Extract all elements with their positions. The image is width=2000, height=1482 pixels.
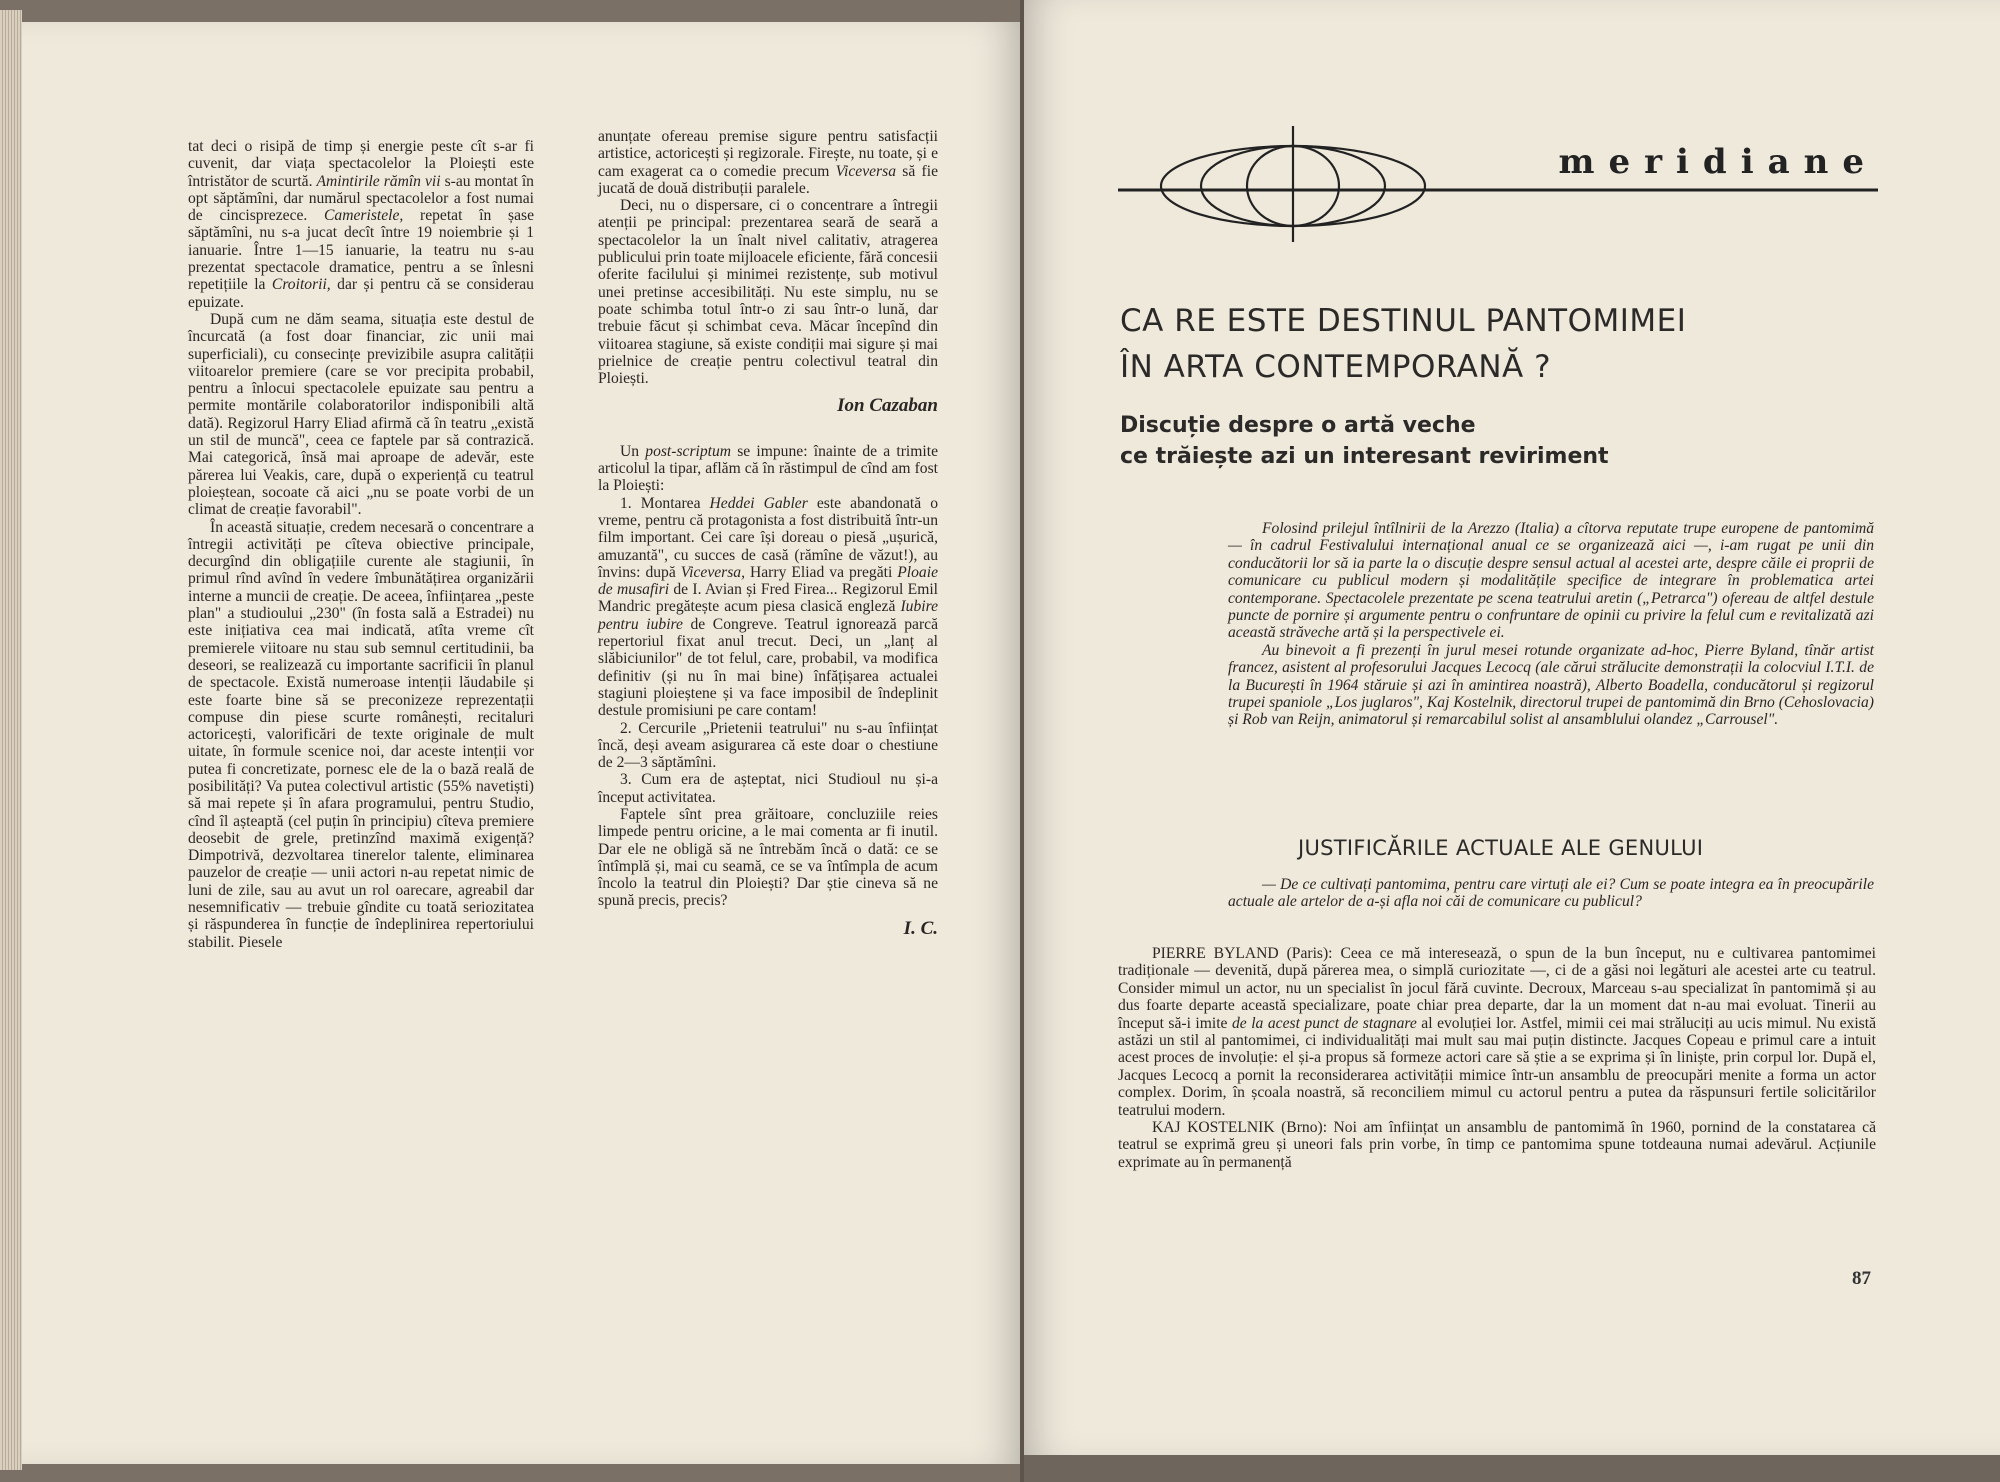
title-line: CA RE ESTE DESTINUL PANTOMIMEI — [1120, 303, 1687, 339]
paragraph — [1118, 945, 1876, 1119]
paragraph: În această situație, credem necesară o concentrare a întregii activități pe cîteva obiective principale, decurgînd din obligațiile curente ale stagiunii, în primul rînd avînd în vedere îmbunătățirea organizării interne a muncii de creație. De aceea, înființarea „peste plan" a studioului „230" (în fosta sală a Estradei) nu este inițiativa cea mai indicată, atîta vreme cît premierele viitoare nu stau sub semnul certitudinii, ba deseori, se realizează cu importante sacrificii în planul de spectacole. Există numeroase intenții lăudabile și este foarte bine să se preconizeze reprezentații compuse din piese scurte românești, recitaluri actoricești, valorificări de texte originale de mult uitate, în formule scenice noi, dar aceste intenții vor putea fi concretizate, pornesc ele de la o bază reală de posibilități? Va putea colectivul artistic (55% navetiști) să mai repete și în afara programului, pentru Studio, cînd îl așteaptă (cel puțin în principiu) cîteva premiere deosebit de grele, pretinzînd maximă exigență? Dimpotrivă, dezvoltarea tinerelor talente, eliminarea pauzelor de creație — unii actori n-au repetat nimic de luni de zile, sau au avut un rol oarecare, agreabil dar nesemnificativ — trebuie gîndite cu toată seriozitatea și răspunderea în funcție de îndeplinirea repertoriului stabilit. Piesele — [188, 518, 534, 951]
book-cover-strip — [1022, 1455, 2000, 1482]
speaker-name: PIERRE BYLAND (Paris): — [1152, 945, 1333, 962]
paragraph: — De ce cultivați pantomima, pentru care virtuți ale ei? Cum se poate integra ea în preocupările actuale ale artelor de a-și afla noi căi de comunicare cu publicul? — [1228, 876, 1874, 911]
text-run: se impune: înainte de a trimite articolul la tipar, aflăm că în răstimpul de cînd am fost la Ploiești: — [598, 442, 938, 495]
italic-title: post-scriptum — [645, 442, 732, 460]
paragraph — [598, 128, 938, 197]
speaker-name: KAJ KOSTELNIK (Brno): — [1152, 1119, 1328, 1137]
text-run: Harry Eliad va pregăti — [745, 563, 898, 581]
text-run: dar și pentru că se considerau epuizate. — [188, 276, 534, 311]
paragraph: 3. Cum era de așteptat, nici Studioul nu și-a început activitatea. — [598, 771, 938, 806]
italic-title: Viceversa — [835, 162, 896, 180]
left-column-2 — [598, 128, 938, 937]
paragraph: 2. Cercurile „Prietenii teatrului" nu s-au înființat încă, deși aveam asigurarea că este doar o chestiune de 2—3 săptămîni. — [598, 719, 938, 772]
emphasis: de la acest punct de stagnare — [1232, 1014, 1417, 1032]
italic-title: Amintirile rămîn vii — [316, 172, 441, 190]
text-run: Ceea ce mă interesează, o spun de la bun început, nu e cultivarea pantomimei tradiționale — devenită, după părerea mea, o simplă curiozitate —, ci de a găsi noi legături ale acestei arte cu teatrul. Consider mimul un actor, nu un specialist în jocul fără cuvinte. Decroux, Marceau s-au specializat în pantomimă și au dus foarte departe această specializare, poate chiar prea departe, dar la un moment dat n-au mai evoluat. Tinerii au început să-i imite — [1118, 945, 1876, 1032]
paragraph: Faptele sînt prea grăitoare, concluziile reies limpede pentru oricine, a le mai comenta ar fi inutil. Dar ele ne obligă să ne întrebăm încă o dată: ce se întîmplă și, mai cu seamă, ce se va întîmpla de acum încolo la teatrul din Ploiești? Dar știe cineva să ne spună precis, precis? — [598, 805, 938, 910]
paragraph: Deci, nu o dispersare, ci o concentrare a întregii atenții pe principal: prezentarea seară de seară a spectacolelor la un înalt nivel calitativ, atragerea publicului prin toate mijloacele eficiente, fără concesii oferite facilului și minimei rezistențe, sub motivul unei pretinse accesibilități. Nu este simplu, nu se poate schimba totul într-o zi sau într-o lună, dar trebuie făcut și schimbat ceva. Măcar începînd din viitoarea stagiune, să existe condiții mai sigure și mai prielnice de creație pentru colectivul teatral din Ploiești. — [598, 197, 938, 388]
text-run: de Congreve. Teatrul ignorează parcă repertoriul fixat anul trecut. Deci, un „lanț al slăbiciunilor" de tot felul, care, probabil, va modifica definitiv (și nu în mai bine) înfățișarea actualei stagiuni ploieștene și va face imposibil de îndeplinit destule promisiuni pe care contam! — [598, 615, 938, 720]
italic-title: Viceversa, — [680, 563, 745, 581]
meridiane-logo — [1118, 126, 1878, 246]
left-page-edge — [0, 10, 22, 1470]
italic-title: Cameristele, — [324, 207, 404, 225]
text-run: anunțate ofereau premise sigure pentru satisfacții artistice, actoricești și regizorale. Firește, nu toate, și e cam exagerat ca o comedie precum — [598, 128, 938, 180]
italic-title: Iubire pentru iubire — [598, 598, 938, 633]
text-run: este abandonată o vreme, pentru că protagonista a fost distribuită într-un film important. Cei care își doreau o piesă „ușurică, amuzantă", cu succes de casă (rămîne de văzut!), au învins: după — [598, 494, 938, 581]
text-run: de I. Avian și Fred Firea... Regizorul Emil Mandric pregătește acum piesa clasică engleză — [598, 581, 938, 616]
text-run: repetat în șase săptămîni, nu s-a jucat decît între 19 noiembrie și 1 ianuarie. Între 1—15 ianuarie, la teatru nu s-au prezentat spectacole dramatice, pentru a se înlesni repetițiile la — [188, 207, 534, 294]
subtitle-line: Discuție despre o artă veche — [1120, 413, 1476, 438]
article-body — [1118, 945, 1876, 1171]
paragraph: Au binevoit a fi prezenți în jurul mesei rotunde organizate ad-hoc, Pierre Byland, tînăr artist francez, asistent al profesorului Jacques Lecocq (ale cărui strălucite demonstrații la colocviul I.T.I. de la București în 1964 stăruie și azi în amintirea noastră), Alberto Boadella, conducătorul și regizorul trupei spaniole „Los juglaros", Kaj Kostelnik, directorul trupei de pantomimă din Brno (Cehoslovacia) și Rob van Reijn, animatorul și remarcabilul solist al ansamblului olandez „Carrousel". — [1228, 641, 1874, 729]
left-column-1 — [188, 138, 534, 951]
paragraph: Folosind prilejul întîlnirii de la Arezzo (Italia) a cîtorva reputate trupe europene de pantomimă — în cadrul Festivalului internațional anual ce se organizează aici —, i-am rugat pe unii din conducătorii lor să ia parte la o discuție despre sensul actual al acestei arte, despre căile ei proprii de comunicare cu publicul modern și modalitățile specifice de integrare în problematica artei contemporane. Spectacolele prezentate pe scena teatrului aretin („Petrarca") ofereau de altfel destule puncte de pornire și argumente pentru o confruntare de opinii cu privire la felul cum e revitalizată azi această străveche artă și la perspectivele ei. — [1228, 520, 1874, 642]
gutter — [1020, 0, 1024, 1482]
text-run: al evoluției lor. Astfel, mimii cei mai străluciți au ucis mimul. Nu există astăzi un stil al pantomimei, ci individualități mai mult sau mai puțin distincte. Jacques Copeau e primul care a intuit acest proces de involuție: el și-a propus să formeze actori care să știe a se exprima și în liniște, prin corpul lor. După el, Jacques Lecocq a pornit la reconsiderarea activității mimice într-un ansamblu de preocupări menite a forma un actor complex. Dorim, în școala noastră, să reconciliem mimul cu actorul pentru a putea da răspunsuri fertile solicitărilor teatrului modern. — [1118, 1014, 1876, 1119]
section-heading: JUSTIFICĂRILE ACTUALE ALE GENULUI — [1298, 836, 1704, 860]
page-number: 87 — [1852, 1268, 1871, 1289]
text-run: tat deci o risipă de timp și energie peste cît s-ar fi cuvenit, dar viața spectacolelor la Ploiești este întristător de scurtă. — [188, 138, 534, 190]
discussion-question — [1228, 876, 1874, 911]
text-run: 1. Montarea — [620, 494, 710, 512]
text-run: Noi am înființat un ansamblu de pantomimă în 1960, pornind de la constatarea că teatrul se exprimă greu și uneori fals prin vorbe, în timp ce pantomima spune totdeauna numai adevărul. Acțiunile exprimate au în permanență — [1118, 1119, 1876, 1171]
title-line: ÎN ARTA CONTEMPORANĂ ? — [1120, 349, 1552, 385]
text-run: s-au montat în opt săptămîni, dar numărul spectacolelor a fost numai de cincisprezece. — [188, 172, 534, 225]
paragraph — [1118, 1119, 1876, 1171]
paragraph: După cum ne dăm seama, situația este destul de încurcată (a fost doar financiar, zic unii mai superficiali), cu consecințe previzibile asupra calității viitoarelor premiere (care se vor precipita probabil, pentru a înlocui spectacolele epuizate sau pentru a permite montările colaboratorilor indisponibili altă dată). Regizorul Harry Eliad afirmă că în teatru „există un stil de muncă", ceea ce faptele par să contrazică. Mai categorică, însă mai aproape de adevăr, este părerea lui Veakis, care, după o experiență cu teatrul ploieștean, socoate că aici „nu se poate vorbi de un climat de creație favorabil". — [188, 310, 534, 519]
text-run: să fie jucată de două distribuții paralele. — [598, 162, 938, 197]
article-intro — [1228, 520, 1874, 729]
paragraph — [598, 495, 938, 720]
italic-title: Heddei Gabler — [709, 494, 808, 512]
italic-title: Croitorii, — [271, 276, 331, 294]
italic-title: Ploaie de musafiri — [598, 563, 938, 599]
author-signature: I. C. — [903, 917, 938, 939]
text-run: Un — [620, 442, 646, 460]
article-subtitle — [1120, 410, 1900, 472]
section-logo-word: meridiane — [1558, 142, 1878, 182]
paragraph — [188, 138, 534, 311]
paragraph — [598, 443, 938, 495]
author-signature: Ion Cazaban — [837, 395, 938, 417]
subtitle-line: ce trăiește azi un interesant reviriment — [1120, 444, 1609, 469]
article-title — [1120, 298, 1900, 390]
